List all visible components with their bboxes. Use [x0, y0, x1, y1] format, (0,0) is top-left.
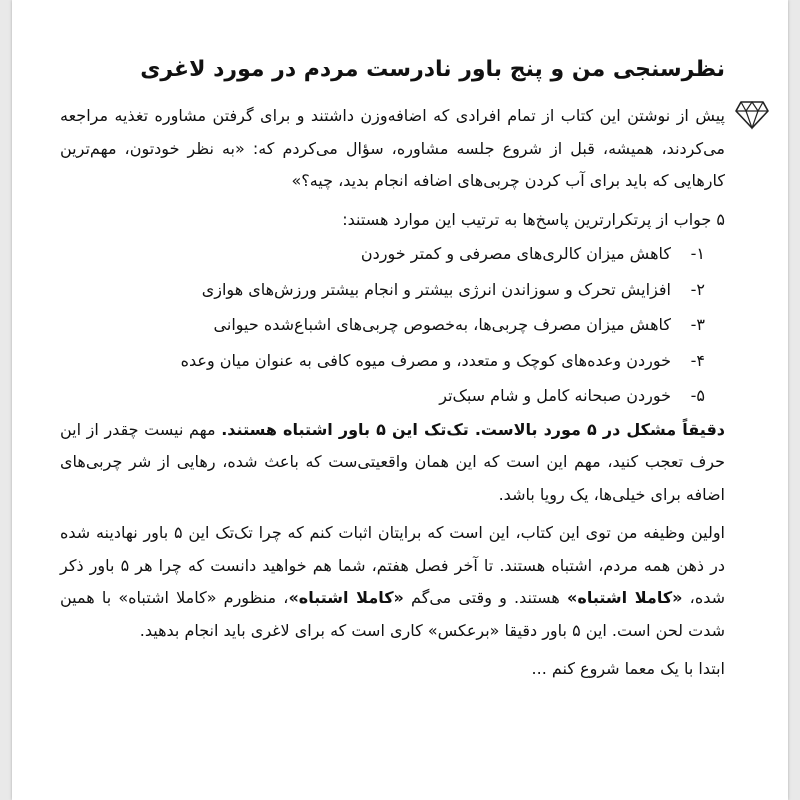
- item-text: خوردن وعده‌های کوچک و متعدد، و مصرف میوه کافی به عنوان میان وعده: [180, 350, 671, 370]
- intro-text: پیش از نوشتن این کتاب از تمام افرادی که اضافه‌وزن داشتند و برای گرفتن مشاوره تغذیه مراجعه می‌کردند، همیشه، قبل از شروع جلسه مشاوره، سؤال می‌کردم که: «به نظر خودتون، مهم‌ترین کارهایی که باید برای آب کردن چربی‌های اضافه انجام بدید، چیه؟»: [60, 106, 725, 190]
- list-item: [60, 236, 705, 272]
- item-text: کاهش میزان کالری‌های مصرفی و کمتر خوردن: [360, 244, 671, 263]
- item-number: ۲-: [690, 279, 705, 299]
- item-text: خوردن صبحانه کامل و شام سبک‌تر: [439, 386, 671, 405]
- item-number: ۱-: [690, 244, 705, 263]
- item-text: افزایش تحرک و سوزاندن انرژی بیشتر و انجام بیشتر ورزش‌های هوازی: [201, 279, 671, 299]
- diamond-icon: [735, 100, 769, 130]
- problem-text: مهم نیست چقدر از این حرف تعجب کنید، مهم این است که این همان واقعیتی‌ست که باعث شده، رهایی از شر چربی‌های اضافه برای خیلی‌ها، یک رویا باشد.: [60, 419, 725, 504]
- task-text-2: هستند. و وقتی می‌گم: [403, 588, 568, 607]
- page-title: نظرسنجی من و پنج باور نادرست مردم در مورد لاغری: [140, 57, 725, 82]
- list-item: [60, 307, 705, 343]
- intro-paragraph: [60, 100, 725, 198]
- problem-bold-text: دقیقاً مشکل در ۵ مورد بالاست. تک‌تک این ۵ باور اشتباه هستند.: [221, 419, 726, 439]
- answers-list: [60, 236, 725, 414]
- item-number: ۳-: [690, 315, 705, 334]
- paragraph-problem: [60, 414, 725, 512]
- item-text: کاهش میزان مصرف چربی‌ها، به‌خصوص چربی‌های اشباع‌شده حیوانی: [213, 315, 671, 334]
- list-item: [60, 378, 705, 414]
- page-content: [60, 50, 725, 686]
- task-text-1: اولین وظیفه من توی این کتاب، این است که برایتان اثبات کنم که چرا تک‌تک این ۵ باور نهادینه شده در ذهن همه مردم، اشتباه هستند. تا آخر فصل هفتم، شما هم خواهید دانست که چرا هر ۵ باور ذکر شده،: [60, 523, 726, 607]
- list-item: [60, 343, 705, 379]
- paragraph-task: [60, 517, 725, 647]
- book-page: [12, 0, 788, 800]
- answers-intro: ۵ جواب از پرتکرارترین پاسخ‌ها به ترتیب این موارد هستند:: [342, 209, 725, 229]
- task-bold-1: «کاملا اشتباه»: [567, 588, 683, 607]
- list-item: [60, 272, 705, 308]
- item-number: ۵-: [690, 386, 705, 405]
- closing-line: ابتدا با یک معما شروع کنم ...: [531, 659, 725, 678]
- item-number: ۴-: [690, 350, 705, 370]
- task-bold-2: «کاملا اشتباه»: [288, 588, 404, 607]
- task-text-3: ، منظورم «کاملا اشتباه» با همین شدت لحن است. این ۵ باور دقیقا «برعکس» کاری است که برای لاغری باید انجام بدهید.: [60, 588, 725, 640]
